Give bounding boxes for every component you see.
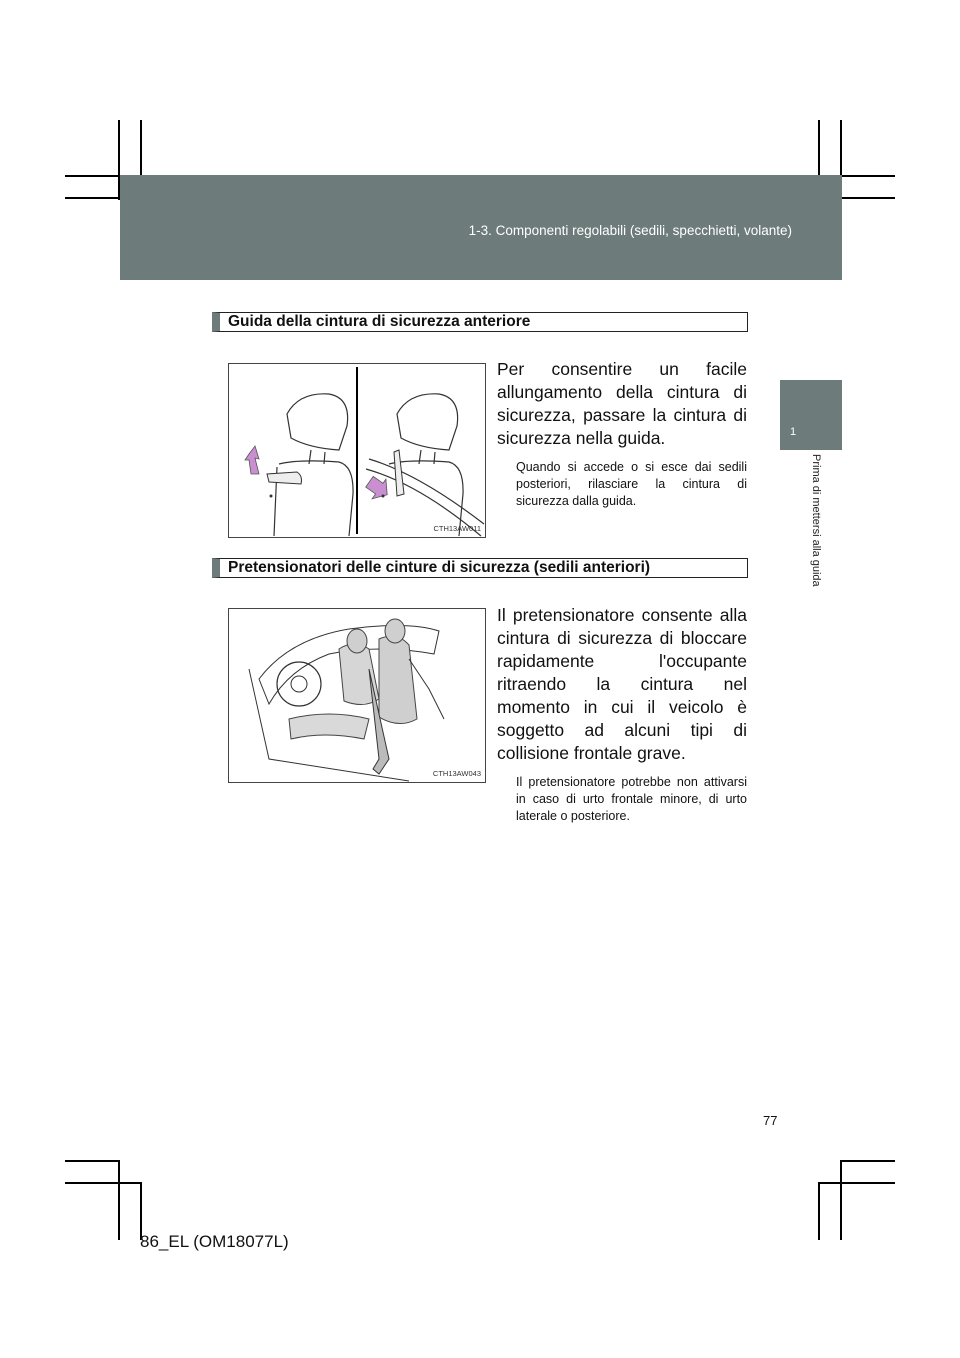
crop-mark — [118, 1160, 120, 1240]
chapter-title-tab — [780, 450, 842, 642]
figure-seatbelt-guide — [228, 363, 486, 538]
section-heading-pretensioners: Pretensionatori delle cinture di sicurezza (sedili anteriori) — [212, 558, 748, 578]
crop-mark — [840, 1160, 842, 1240]
crop-mark — [842, 1160, 895, 1162]
figure-code: CTH13AW043 — [432, 769, 481, 778]
page-number: 77 — [763, 1113, 778, 1128]
seatbelt-guide-illustration — [229, 364, 485, 537]
figure-code: CTH13AW011 — [433, 524, 481, 533]
crop-mark — [818, 1182, 820, 1240]
section-note-text: Il pretensionatore potrebbe non attivarsi in caso di urto frontale minore, di urto laterale o posteriore. — [516, 775, 747, 823]
crop-mark — [65, 175, 120, 177]
figure-pretensioner — [228, 608, 486, 783]
crop-mark — [842, 175, 895, 177]
chapter-number: 1 — [790, 426, 797, 438]
section-body-text: Per consentire un facile allungamento della cintura di sicurezza, passare la cintura di sicurezza nella guida. — [497, 359, 747, 448]
pretensioner-illustration — [229, 609, 485, 782]
chapter-title: Prima di mettersi alla guida — [810, 454, 822, 587]
crop-mark — [818, 1182, 895, 1184]
section-body-text: Il pretensionatore consente alla cintura di sicurezza di bloccare rapidamente l'occupante ritraendo la cintura nel momento in cui il veicolo è soggetto ad alcuni tipi di collisione frontale grave. — [497, 605, 747, 763]
crop-mark — [65, 1160, 120, 1162]
header-band — [120, 175, 842, 280]
section-note-text: Quando si accede o si esce dai sedili posteriori, rilasciare la cintura di sicurezza dalla guida. — [516, 460, 747, 508]
document-code: 86_EL (OM18077L) — [140, 1232, 289, 1251]
section-heading-seatbelt-guide: Guida della cintura di sicurezza anteriore — [212, 312, 748, 332]
header-title: 1-3. Componenti regolabili (sedili, specchietti, volante) — [468, 223, 792, 238]
chapter-tab — [780, 380, 842, 450]
crop-mark — [65, 1182, 142, 1184]
